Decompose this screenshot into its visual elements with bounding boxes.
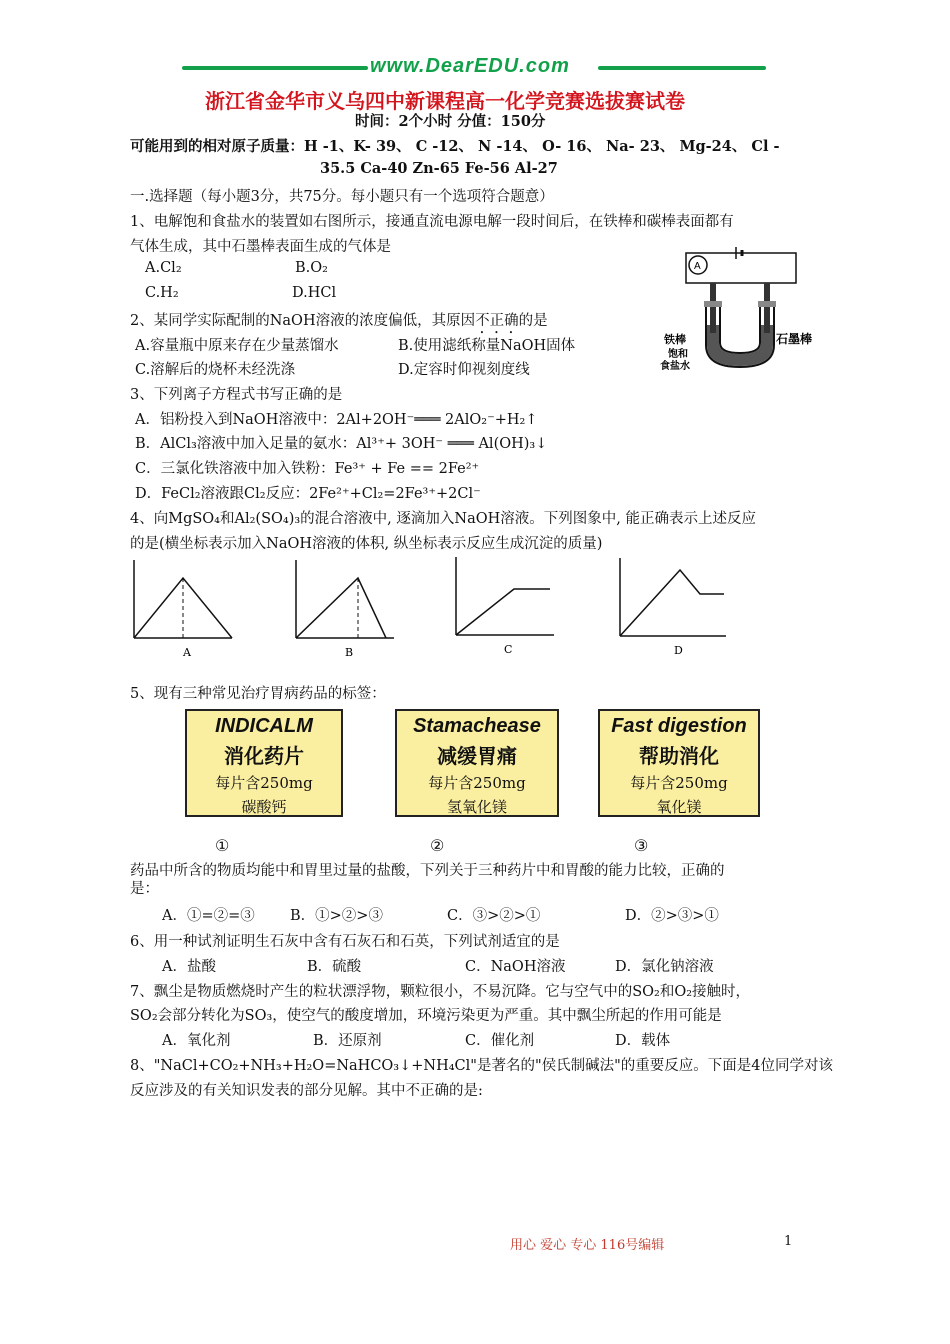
drug-label-2 <box>395 709 559 817</box>
brine-label-1: 饱和 <box>668 349 688 360</box>
drug-label-2-substance: 氢氧化镁 <box>446 798 507 816</box>
q5-option-a: A．①=②=③ <box>162 908 255 924</box>
q3-option-b: B．AlCl₃溶液中加入足量的氨水：Al³⁺+ 3OH⁻ ═══ Al(OH)₃↓ <box>135 436 548 452</box>
q1-option-b: B.O₂ <box>295 260 328 276</box>
q2-option-a: A.容量瓶中原来存在少量蒸馏水 <box>135 338 339 354</box>
q4-stem-1: 4、向MgSO₄和Al₂(SO₄)₃的混合溶液中, 逐滴加入NaOH溶液。下列图象中, 能正确表示上述反应 <box>130 511 756 527</box>
q2-option-b: B.使用滤纸称量NaOH固体 <box>398 338 576 354</box>
drug-label-3 <box>598 709 760 817</box>
q4-stem-2: 的是(横坐标表示加入NaOH溶液的体积, 纵坐标表示反应生成沉淀的质量) <box>130 536 603 552</box>
q6-option-b: B．硫酸 <box>307 959 362 975</box>
drug-label-3-substance: 氧化镁 <box>656 798 702 816</box>
brine-label-2: 食盐水 <box>660 361 690 372</box>
q3-stem: 3、下列离子方程式书写正确的是 <box>130 387 343 403</box>
drug-label-1-cn: 消化药片 <box>224 744 304 768</box>
graphite-label: 石墨棒 <box>776 332 813 346</box>
q7-stem-1: 7、飘尘是物质燃烧时产生的粒状漂浮物，颗粒很小，不易沉降。它与空气中的SO₂和O₂接触时， <box>130 984 751 1000</box>
q4-graph-a <box>128 558 238 658</box>
atomic-mass-line-2: 35.5 Ca-40 Zn-65 Fe-56 Al-27 <box>320 160 558 177</box>
q5-stem: 5、现有三种常见治疗胃病药品的标签： <box>130 686 386 702</box>
q5-follow-2: 是： <box>130 881 159 897</box>
drug-label-2-dose: 每片含250mg <box>428 774 526 792</box>
drug-label-1-substance: 碳酸钙 <box>241 798 287 816</box>
drug-label-1-dose: 每片含250mg <box>215 774 313 792</box>
drug-label-1-en: INDICALM <box>215 715 313 737</box>
q7-option-c: C．催化剂 <box>465 1033 535 1049</box>
q7-option-b: B．还原剂 <box>313 1033 382 1049</box>
electrolysis-figure <box>658 245 818 375</box>
q1-option-c: C.H₂ <box>145 285 179 301</box>
q7-stem-2: SO₂会部分转化为SO₃，使空气的酸度增加，环境污染更为严重。其中飘尘所起的作用可能是 <box>130 1008 722 1024</box>
q4-graph-c <box>450 555 560 655</box>
graph-label-b: B <box>345 646 354 658</box>
q2-stem: 2、某同学实际配制的NaOH溶液的浓度偏低，其原因不正确的是 <box>130 313 548 329</box>
q7-option-a: A．氧化剂 <box>162 1033 231 1049</box>
atomic-mass-line-1: 可能用到的相对原子质量：H -1、K- 39、 C -12、 N -14、 O- 16、 Na- 23、 Mg-24、 Cl - <box>130 138 780 155</box>
page-number: 1 <box>784 1234 793 1249</box>
graphite-rod <box>764 283 770 333</box>
iron-rod <box>710 283 716 333</box>
drug-number-1: ① <box>215 836 230 855</box>
exam-title: 浙江省金华市义乌四中新课程高一化学竞赛选拔赛试卷 <box>205 89 685 113</box>
q1-stem-2: 气体生成，其中石墨棒表面生成的气体是 <box>130 239 391 255</box>
drug-label-1 <box>185 709 343 817</box>
drug-label-3-en: Fast digestion <box>611 715 747 737</box>
q3-option-d: D．FeCl₂溶液跟Cl₂反应：2Fe²⁺+Cl₂=2Fe³⁺+2Cl⁻ <box>135 486 481 502</box>
drug-label-2-en: Stamachease <box>413 715 541 737</box>
graph-label-a: A <box>183 646 191 658</box>
site-logo[interactable]: www.DearEDU.com <box>370 55 570 77</box>
graph-label-c: C <box>504 643 513 655</box>
graph-label-d: D <box>674 644 683 656</box>
q6-stem: 6、用一种试剂证明生石灰中含有石灰石和石英，下列试剂适宜的是 <box>130 934 560 950</box>
drug-number-3: ③ <box>634 836 649 855</box>
q6-option-d: D．氯化钠溶液 <box>615 959 714 975</box>
q4-graph-d <box>614 556 734 656</box>
q1-stem-1: 1、电解饱和食盐水的装置如右图所示，接通直流电源电解一段时间后，在铁棒和碳棒表面都有 <box>130 214 734 230</box>
q5-follow-1: 药品中所含的物质均能中和胃里过量的盐酸，下列关于三种药片中和胃酸的能力比较，正确的 <box>130 863 725 879</box>
header-rule-left <box>182 66 368 70</box>
ammeter-label: A <box>694 261 701 272</box>
section-heading: 一.选择题（每小题3分，共75分。每小题只有一个选项符合题意） <box>130 189 554 205</box>
q5-option-d: D．②>③>① <box>625 908 719 924</box>
footer-note: 用心 爱心 专心 116号编辑 <box>510 1238 665 1253</box>
drug-label-2-cn: 减缓胃痛 <box>437 744 517 768</box>
q2-option-c: C.溶解后的烧杯未经洗涤 <box>135 362 296 378</box>
q2-option-d: D.定容时仰视刻度线 <box>398 362 530 378</box>
q1-option-d: D.HCl <box>292 285 337 301</box>
q6-option-a: A．盐酸 <box>162 959 216 975</box>
drug-label-3-cn: 帮助消化 <box>639 744 719 768</box>
iron-rod-label: 铁棒 <box>664 333 686 346</box>
q2-emphasis: 不正确 <box>475 313 519 329</box>
q3-option-c: C．三氯化铁溶液中加入铁粉：Fe³⁺ + Fe == 2Fe²⁺ <box>135 461 480 477</box>
header-rule-right <box>598 66 766 70</box>
q8-stem-1: 8、"NaCl+CO₂+NH₃+H₂O=NaHCO₃↓+NH₄Cl"是著名的"侯氏制碱法"的重要反应。下面是4位同学对该 <box>130 1058 834 1074</box>
drug-label-3-dose: 每片含250mg <box>630 774 728 792</box>
q3-option-a: A．铝粉投入到NaOH溶液中：2Al+2OH⁻═══ 2AlO₂⁻+H₂↑ <box>135 412 538 428</box>
q7-option-d: D．载体 <box>615 1033 671 1049</box>
q6-option-c: C．NaOH溶液 <box>465 959 566 975</box>
q1-option-a: A.Cl₂ <box>145 260 182 276</box>
drug-number-2: ② <box>430 836 445 855</box>
q5-option-b: B．①>②>③ <box>290 908 383 924</box>
time-score-line: 时间：2个小时 分值：150分 <box>355 113 546 130</box>
q5-option-c: C．③>②>① <box>447 908 541 924</box>
brine-liquid <box>707 325 773 366</box>
q8-stem-2: 反应涉及的有关知识发表的部分见解。其中不正确的是: <box>130 1083 483 1099</box>
q4-graph-b <box>290 558 400 658</box>
